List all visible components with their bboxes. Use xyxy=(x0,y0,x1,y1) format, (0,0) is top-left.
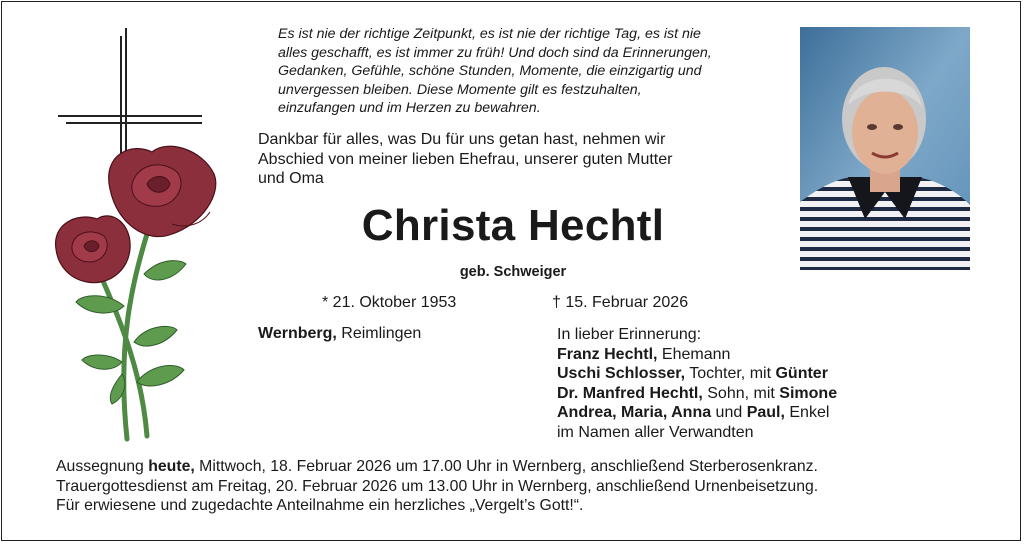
text: Enkel xyxy=(784,404,830,421)
quote-line: einzufangen und im Herzen zu bewahren. xyxy=(278,100,541,116)
bold-text: Uschi Schlosser, xyxy=(557,365,686,382)
intro-line: Dankbar für alles, was Du für uns getan hast, nehmen wir xyxy=(258,131,666,148)
mourner-line xyxy=(557,345,837,365)
intro-text xyxy=(258,130,758,189)
mourner-line xyxy=(557,364,837,384)
bold-text: Paul, xyxy=(746,404,785,421)
quote-line: Gedanken, Gefühle, schöne Stunden, Momente, die einzigartig und xyxy=(278,63,702,79)
deceased-name: Christa Hechtl xyxy=(361,201,665,250)
text: im Namen aller Verwandten xyxy=(557,423,754,441)
bold-text: Dr. Manfred Hechtl, xyxy=(557,384,703,402)
mourners-heading: In lieber Erinnerung: xyxy=(557,326,702,343)
residence-other: Reimlingen xyxy=(336,325,422,342)
mourner-line xyxy=(557,423,837,443)
memorial-quote xyxy=(278,25,788,118)
quote-line: alles geschafft, es ist immer zu früh! Und doch sind da Erinnerungen, xyxy=(278,44,712,61)
birth-name: geb. Schweiger xyxy=(459,264,567,280)
birth-date: * 21. Oktober 1953 xyxy=(322,294,457,311)
bold-text: Franz Hechtl, xyxy=(557,345,658,363)
mourner-line xyxy=(557,403,837,423)
portrait-image xyxy=(800,27,970,270)
text: Aussegnung xyxy=(56,458,149,475)
cross-and-roses-illustration xyxy=(52,24,222,446)
rose-large xyxy=(109,146,216,236)
portrait-photo xyxy=(800,27,970,270)
death-date: † 15. Februar 2026 xyxy=(552,294,689,311)
bold-text: Günter xyxy=(775,365,828,382)
text: Tochter, mit xyxy=(685,365,776,382)
intro-line: und Oma xyxy=(258,170,324,187)
quote-line: unvergessen bleiben. Diese Momente gilt es festzuhalten, xyxy=(278,81,642,98)
residence-town: Wernberg, xyxy=(258,325,337,342)
quote-line: Es ist nie der richtige Zeitpunkt, es ist nie der richtige Tag, es ist nie xyxy=(278,26,701,42)
service-information xyxy=(56,457,976,516)
text: Trauergottesdienst am Freitag, 20. Februar 2026 um 13.00 Uhr in Wernberg, anschließend Urnenbeisetzung. xyxy=(56,477,819,495)
mourners-list xyxy=(557,325,837,442)
footer-line xyxy=(56,477,976,497)
text: Sohn, mit xyxy=(702,384,780,402)
bold-text: Andrea, Maria, Anna xyxy=(557,404,712,421)
bold-text: Simone xyxy=(779,384,838,402)
intro-line: Abschied von meiner lieben Ehefrau, unserer guten Mutter xyxy=(258,150,673,168)
text: Mittwoch, 18. Februar 2026 um 17.00 Uhr in Wernberg, anschließend Sterberosenkranz. xyxy=(194,458,818,475)
footer-line xyxy=(56,457,976,477)
rose-small xyxy=(56,216,131,283)
cross-icon xyxy=(58,28,202,164)
text: Für erwiesene und zugedachte Anteilnahme ein herzliches „Vergelt’s Gott!“. xyxy=(56,497,584,514)
text: und xyxy=(711,404,747,421)
mourner-line xyxy=(557,384,837,404)
bold-text: heute, xyxy=(148,458,195,475)
text: Ehemann xyxy=(657,345,731,363)
residence xyxy=(258,325,421,343)
footer-line xyxy=(56,496,976,516)
